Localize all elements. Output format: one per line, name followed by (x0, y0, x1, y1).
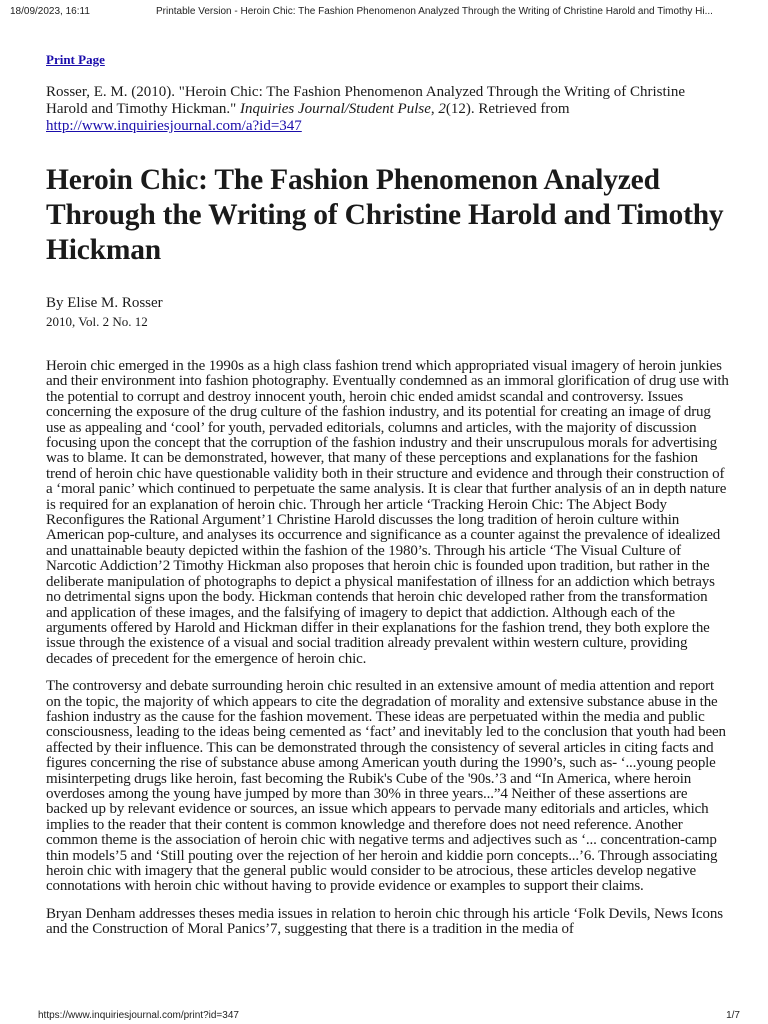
citation-volume: 2 (438, 101, 446, 117)
print-page-link[interactable]: Print Page (46, 52, 105, 67)
article-byline: By Elise M. Rosser (46, 295, 163, 311)
article-title: Heroin Chic: The Fashion Phenomenon Analyzed Through the Writing of Christine Harold and Timothy Hickman (46, 164, 724, 266)
citation-issue: (12). Retrieved from (445, 101, 570, 117)
citation-separator: , (430, 101, 439, 117)
print-footer-url: https://www.inquiriesjournal.com/print?id=347 (38, 1010, 239, 1021)
print-page-title: Printable Version - Heroin Chic: The Fashion Phenomenon Analyzed Through the Writing of Christine Harold and Timothy Hi... (156, 6, 713, 17)
citation-journal: Inquiries Journal/Student Pulse (240, 101, 431, 117)
print-page-number: 1/7 (726, 1010, 740, 1021)
citation-text: Rosser, E. M. (2010). "Heroin Chic: The Fashion Phenomenon Analyzed Through the Writing of Christine Harold and Timothy Hickman." (46, 84, 686, 117)
article-content (46, 44, 730, 950)
paragraph-1: Heroin chic emerged in the 1990s as a high class fashion trend which appropriated visual imagery of heroin junkies and their environment into fashion photography. Eventually condemned as an immoral glorification of drug use with the potential to corrupt and destroy innocent youth, heroin chic ended amidst scandal and controversy. Issues concerning the exposure of the drug culture of the fashion industry, and its potential for creating an image of drug use as appealing and ‘cool’ for youth, pervaded editorials, columns and articles, with the majority of discussion focusing upon the concept that the corruption of the fashion industry and their unscrupulous morals for advertising was to blame. It can be demonstrated, however, that many of these perceptions and explanations for the fashion trend of heroin chic have questionable validity both in their structure and evidence and through their construction of a ‘moral panic’ which continued to perpetuate the same analysis. It is clear that further analysis of an in depth nature is required for an explanation of heroin chic. Through her article ‘Tracking Heroin Chic: The Abject Body Reconfigures the Rational Argument’1 Christine Harold discusses the long tradition of heroin culture within American pop-culture, and analyses its occurrence and significance as a counter against the prevalence of idealized and unattainable beauty depicted within the fashion of the 1980’s. Through his article ‘The Visual Culture of Narcotic Addiction’2 Timothy Hickman also proposes that heroin chic is founded upon tradition, but rather in the deliberate manipulation of photographs to depict a physical manifestation of illness for an addiction which betrays no detrimental signs upon the body. Hickman contends that heroin chic developed rather from the transformation and application of these images, and the falsifying of imagery to depict that addiction. Although each of the arguments offered by Harold and Hickman differ in their explanations for the fashion trend, they both explore the issue through the existence of a visual and social tradition already prevalent within western culture, providing decades of precedent for the emergence of heroin chic. (46, 358, 729, 667)
citation-url-link[interactable]: http://www.inquiriesjournal.com/a?id=347 (46, 118, 302, 134)
print-timestamp: 18/09/2023, 16:11 (10, 6, 90, 17)
citation (46, 84, 730, 135)
paragraph-2: The controversy and debate surrounding heroin chic resulted in an extensive amount of media attention and report on the topic, the majority of which appears to cite the degradation of morality and extensive substance abuse in the fashion industry as the cause for the fashion movement. These ideas are perpetuated within the media and public consciousness, leading to the ideas being cemented as ‘fact’ and inevitably led to the conclusion that youth had been affected by their influence. This can be demonstrated through the consistency of several articles in citing facts and figures concerning the rise of substance abuse among American youth during the 1990’s, such as- ‘...young people misinterpeting drugs like heroin, fast becoming the Rubik's Cube of the '90s.’3 and “In America, where heroin overdoses among the young have jumped by more than 30% in three years...”4 Neither of these assertions are backed up by relevant evidence or sources, an issue which appears to pervade many editorials and articles, which implies to the reader that their content is common knowledge and therefore does not need reference. Another common theme is the association of heroin chic with negative terms and adjectives such as ‘... concentration-camp thin models’5 and ‘Still pouting over the rejection of her heroin and kiddie porn concepts...’6. Through associating heroin chic with imagery that the general public would consider to be atrocious, these articles develop negative connotations with heroin chic without having to provide evidence or examples to support their claims. (46, 678, 726, 895)
article-meta: 2010, Vol. 2 No. 12 (46, 314, 148, 329)
paragraph-3: Bryan Denham addresses theses media issues in relation to heroin chic through his article ‘Folk Devils, News Icons and the Construction of Moral Panics’7, suggesting that there is a tradition in the media of (46, 905, 723, 938)
